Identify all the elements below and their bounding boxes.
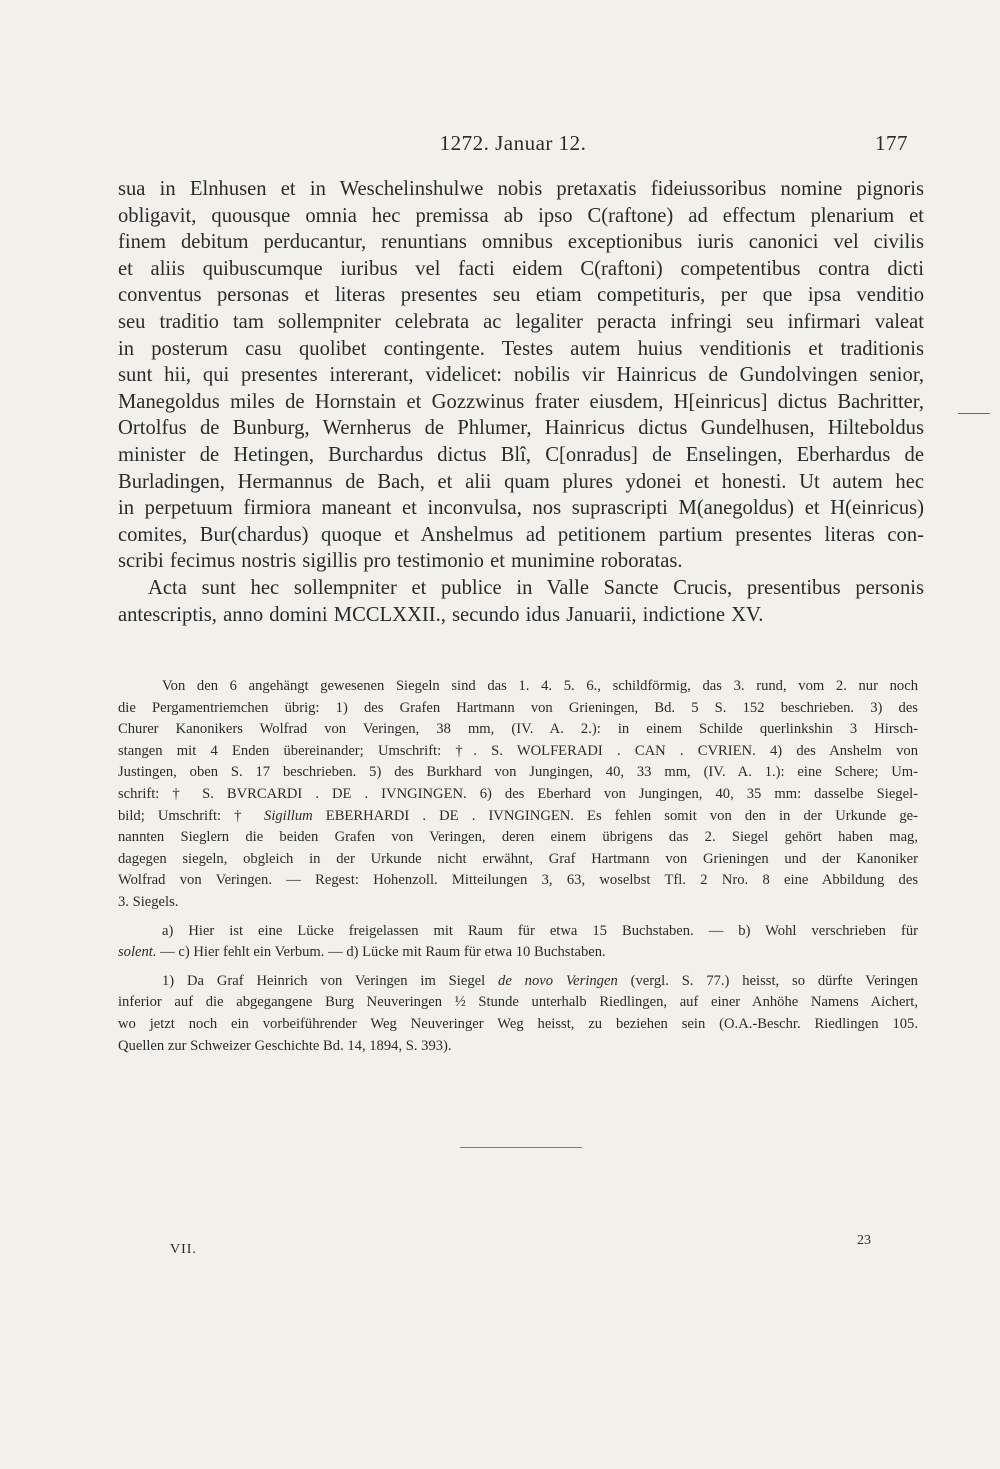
seal-note-line: Wolfrad von Veringen. — Regest: Hohenzoll. Mitteilungen 3, 63, woselbst Tfl. 2 Nro. 8 eine Abbildung des xyxy=(118,872,918,889)
seal-note-line: Von den 6 angehängt gewesenen Siegeln sind das 1. 4. 5. 6., schildförmig, das 3. rund, vom 2. nur noch xyxy=(162,678,918,694)
seal-note-line: stangen mit 4 Enden übereinander; Umschrift: †. S. WOLFERADI . CAN . CVRIEN. 4) des Anshelm von xyxy=(118,742,918,759)
text-line: in posterum casu quolibet contingente. Testes autem huius venditionis et traditionis xyxy=(118,337,924,360)
text-line: scribi fecimus nostris sigillis pro testimonio et munimine roboratas. xyxy=(118,550,683,573)
text-line: conventus personas et literas presentes seu etiam competituris, per que ipsa venditio xyxy=(118,284,924,307)
text-line: minister de Hetingen, Burchardus dictus Blî, C[onradus] de Enselingen, Eberhardus de xyxy=(118,443,924,466)
notes-gap xyxy=(118,964,918,971)
footnote-italic: de novo Veringen xyxy=(498,972,618,989)
signature-mark: VII. xyxy=(170,1242,197,1257)
footnote-text: 1) Da Graf Heinrich von Veringen im Siegel xyxy=(162,972,499,989)
text-line: sua in Elnhusen et in Weschelinshulwe nobis pretaxatis fideiussoribus nomine pignoris xyxy=(118,178,924,200)
text-line: in perpetuum firmiora maneant et inconvulsa, nos suprascripti M(anegoldus) et H(einricus) xyxy=(118,497,924,520)
textual-note-italic: solent. xyxy=(118,944,157,961)
text-line: et aliis quibuscumque iuribus vel facti eidem C(raftoni) competentibus contra dicti xyxy=(118,257,924,280)
textual-note-text: — c) Hier fehlt ein Verbum. — d) Lücke mit Raum für etwa 10 Buchstaben. xyxy=(156,944,606,961)
seal-note-italic: Sigillum xyxy=(264,807,313,824)
seal-note-text: EBERHARDI . DE . IVNGINGEN. Es fehlen somit von den in der Urkunde ge- xyxy=(312,807,918,824)
margin-mark xyxy=(958,413,990,414)
end-rule xyxy=(460,1147,582,1148)
running-title: 1272. Januar 12. xyxy=(439,131,587,155)
page-number: 177 xyxy=(875,131,908,155)
notes-gap xyxy=(118,914,918,921)
text-line: Acta sunt hec sollempniter et publice in Valle Sancte Crucis, presentibus personis xyxy=(148,576,924,599)
charter-text xyxy=(118,176,924,628)
text-line: finem debitum perducantur, renuntians omnibus exceptionibus iuris canonici vel civilis xyxy=(118,231,924,254)
textual-note-line: a) Hier ist eine Lücke freigelassen mit Raum für etwa 15 Buchstaben. — b) Wohl verschrieben für xyxy=(162,922,918,939)
seal-note-line: nannten Sieglern die beiden Grafen von Veringen, deren einem übrigens das 2. Siegel gehört haben mag, xyxy=(118,829,918,846)
seal-note-line: schrift: † S. BVRCARDI . DE . IVNGINGEN. 6) des Eberhard von Jungingen, 40, 35 mm: dasselbe Siegel- xyxy=(118,785,918,802)
text-line: Burladingen, Hermannus de Bach, et alii quam plures ydonei et honesti. Ut autem hec xyxy=(118,470,924,493)
footnote-line xyxy=(118,971,918,993)
seal-note-text: bild; Umschrift: † xyxy=(118,807,265,824)
seal-note-line: die Pergamentriemchen übrig: 1) des Grafen Hartmann von Grieningen, Bd. 5 S. 152 beschrieben. 3) des xyxy=(118,699,918,716)
text-line: antescriptis, anno domini MCCLXXII., secundo idus Januarii, indictione XV. xyxy=(118,603,764,626)
seal-note-line: dagegen siegeln, obgleich in der Urkunde nicht erwähnt, Graf Hartmann von Grieningen und der Kanoniker xyxy=(118,850,918,867)
seal-note-line: Churer Kanonikers Wolfrad von Veringen, 38 mm, (IV. A. 2.): in einem Schilde querlinkshin 3 Hirsch- xyxy=(118,721,918,738)
footnote-line: inferior auf die abgegangene Burg Neuveringen ½ Stunde unterhalb Riedlingen, auf einer Anhöhe Namens Aichert, xyxy=(118,994,918,1011)
text-line: sunt hii, qui presentes intererant, videlicet: nobilis vir Hainricus de Gundolvingen senior, xyxy=(118,364,924,387)
text-line: Ortolfus de Bunburg, Wernherus de Phlumer, Hainricus dictus Gundelhusen, Hilteboldus xyxy=(118,417,924,440)
text-line: Manegoldus miles de Hornstain et Gozzwinus frater eiusdem, H[einricus] dictus Bachritter, xyxy=(118,390,924,413)
text-line: obligavit, quousque omnia hec premissa ab ipso C(raftone) ad effectum plenarium et xyxy=(118,204,924,227)
footnote-line: Quellen zur Schweizer Geschichte Bd. 14, 1894, S. 393). xyxy=(118,1037,452,1054)
seal-note-line: 3. Siegels. xyxy=(118,893,179,910)
seal-note-line: Justingen, oben S. 17 beschrieben. 5) des Burkhard von Jungingen, 40, 33 mm, (IV. A. 1.): eine Schere; Um- xyxy=(118,764,918,781)
footnote-text: (vergl. S. 77.) heisst, so dürfte Veringen xyxy=(617,972,918,989)
sheet-number: 23 xyxy=(857,1233,871,1248)
seal-note-line xyxy=(118,806,918,828)
running-head xyxy=(118,131,908,159)
footnote-line: wo jetzt noch ein vorbeiführender Weg Neuveringer Weg heisst, zu beziehen sein (O.A.-Beschr. Riedlingen 105. xyxy=(118,1015,918,1032)
text-line: comites, Bur(chardus) quoque et Anshelmus ad petitionem partium presentes literas con- xyxy=(118,523,924,546)
text-line: seu traditio tam sollempniter celebrata ac legaliter peracta infringi seu infirmari valeat xyxy=(118,310,924,333)
textual-note-line xyxy=(118,942,918,964)
apparatus-notes xyxy=(118,676,918,1057)
